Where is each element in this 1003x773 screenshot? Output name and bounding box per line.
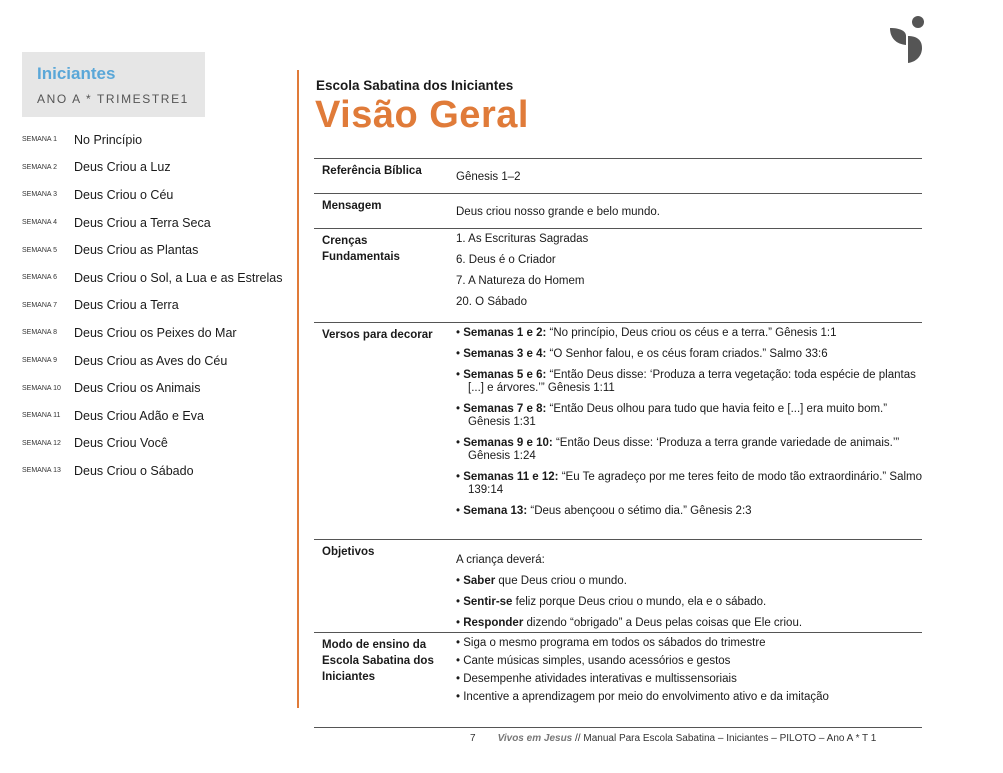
week-title: Deus Criou Você — [74, 436, 168, 451]
table-row — [314, 539, 922, 632]
verse-weeks: Semanas 9 e 10: — [463, 437, 553, 449]
week-title: Deus Criou o Céu — [74, 187, 174, 202]
verse-text: “O Senhor falou, e os céus foram criados.” Salmo 33:6 — [546, 348, 828, 360]
week-title: Deus Criou Adão e Eva — [74, 408, 204, 423]
week-title: Deus Criou a Luz — [74, 160, 171, 175]
row-value: Gênesis 1–2 — [456, 171, 521, 183]
mode-item: • Incentive a aprendizagem por meio do envolvimento ativo e da imitação — [456, 691, 829, 703]
row-label: Mensagem — [322, 200, 382, 212]
objective-verb: Sentir-se — [463, 596, 513, 608]
belief-item: 20. O Sábado — [456, 296, 527, 308]
week-number: SEMANA 8 — [22, 329, 58, 337]
week-item — [22, 457, 292, 485]
week-number: SEMANA 10 — [22, 384, 61, 392]
row-value: Deus criou nosso grande e belo mundo. — [456, 206, 660, 218]
table-row — [314, 632, 922, 727]
column-divider — [297, 70, 299, 708]
leaf-person-logo-icon — [888, 14, 926, 66]
verse-item: • Semanas 9 e 10: “Então Deus disse: ‘Produza a terra grande variedade de animais.’” Gênesis 1:24 — [456, 437, 900, 462]
objective-verb: Saber — [463, 575, 496, 587]
sidebar-header — [22, 52, 205, 117]
week-item — [22, 430, 292, 458]
verse-weeks: Semanas 7 e 8: — [463, 403, 547, 415]
week-number: SEMANA 4 — [22, 219, 58, 227]
week-title: Deus Criou a Terra — [74, 298, 179, 313]
belief-item: 7. A Natureza do Homem — [456, 275, 585, 287]
table-row — [314, 193, 922, 228]
table-row — [314, 228, 922, 322]
verse-text: “Eu Te agradeço por me teres feito de modo tão extraordinário.” Salmo 139:14 — [468, 471, 923, 496]
verse-item: • Semanas 7 e 8: “Então Deus olhou para tudo que havia feito e [...] era muito bom.” Gênesis 1:31 — [456, 403, 888, 428]
table-row — [314, 322, 922, 539]
week-item — [22, 319, 292, 347]
week-title: Deus Criou o Sábado — [74, 463, 194, 478]
page-title: Visão Geral — [315, 94, 529, 136]
week-title: Deus Criou o Sol, a Lua e as Estrelas — [74, 270, 283, 285]
week-title: Deus Criou as Plantas — [74, 243, 199, 258]
row-label: Objetivos — [322, 546, 375, 558]
belief-item: 1. As Escrituras Sagradas — [456, 233, 589, 245]
week-item — [22, 347, 292, 375]
verse-item: • Semanas 1 e 2: “No princípio, Deus criou os céus e a terra.” Gênesis 1:1 — [456, 327, 837, 339]
book-title: Vivos em Jesus — [497, 733, 573, 744]
belief-item: 6. Deus é o Criador — [456, 254, 556, 266]
footer-text: // Manual Para Escola Sabatina – Iniciantes – PILOTO – Ano A * T 1 — [572, 733, 877, 744]
objective-verb: Responder — [463, 617, 524, 629]
mode-text: Cante músicas simples, usando acessórios e gestos — [463, 655, 731, 667]
table-bottom-rule — [314, 727, 922, 728]
table-row — [314, 158, 922, 193]
objective-item: • Responder dizendo “obrigado” a Deus pelas coisas que Ele criou. — [456, 617, 803, 629]
sidebar-subtitle: ANO A * TRIMESTRE1 — [37, 92, 189, 106]
week-title: Deus Criou os Animais — [74, 381, 201, 396]
week-number: SEMANA 6 — [22, 274, 58, 282]
verse-item: • Semanas 3 e 4: “O Senhor falou, e os céus foram criados.” Salmo 33:6 — [456, 348, 828, 360]
week-number: SEMANA 1 — [22, 136, 58, 144]
objectives-intro: A criança deverá: — [456, 554, 545, 566]
week-item — [22, 402, 292, 430]
page-number: 7 — [470, 733, 476, 744]
row-label: Referência Bíblica — [322, 165, 422, 177]
week-item — [22, 264, 292, 292]
section-subtitle: Escola Sabatina dos Iniciantes — [316, 78, 514, 93]
row-label: Crenças Fundamentais — [322, 235, 400, 263]
mode-text: Incentive a aprendizagem por meio do envolvimento ativo e da imitação — [463, 691, 829, 703]
verse-item: • Semanas 11 e 12: “Eu Te agradeço por me teres feito de modo tão extraordinário.” Salmo 139:14 — [456, 471, 923, 496]
verse-text: “Deus abençoou o sétimo dia.” Gênesis 2:3 — [527, 505, 752, 517]
week-number: SEMANA 11 — [22, 412, 61, 420]
verse-weeks: Semanas 3 e 4: — [463, 348, 547, 360]
objectives-list — [448, 540, 922, 632]
verse-text: “Então Deus olhou para tudo que havia feito e [...] era muito bom.” Gênesis 1:31 — [468, 403, 888, 428]
objective-item: • Sentir-se feliz porque Deus criou o mundo, ela e o sábado. — [456, 596, 767, 608]
week-item — [22, 181, 292, 209]
overview-table — [314, 158, 922, 727]
week-list — [22, 126, 292, 485]
verse-text: “No princípio, Deus criou os céus e a terra.” Gênesis 1:1 — [546, 327, 837, 339]
mode-item: • Siga o mesmo programa em todos os sábados do trimestre — [456, 637, 766, 649]
week-number: SEMANA 2 — [22, 163, 58, 171]
week-item — [22, 154, 292, 182]
mode-text: Desempenhe atividades interativas e multissensoriais — [463, 673, 737, 685]
beliefs-list — [448, 229, 922, 322]
week-item — [22, 236, 292, 264]
week-title: Deus Criou as Aves do Céu — [74, 353, 228, 368]
verses-list — [448, 323, 922, 539]
verse-weeks: Semana 13: — [463, 505, 528, 517]
week-item — [22, 292, 292, 320]
week-number: SEMANA 5 — [22, 246, 58, 254]
mode-text: Siga o mesmo programa em todos os sábados do trimestre — [463, 637, 766, 649]
verse-item: • Semana 13: “Deus abençoou o sétimo dia.” Gênesis 2:3 — [456, 505, 752, 517]
verse-weeks: Semanas 11 e 12: — [463, 471, 559, 483]
row-label: Versos para decorar — [322, 329, 433, 341]
teaching-mode-list — [448, 633, 922, 727]
week-title: Deus Criou os Peixes do Mar — [74, 325, 237, 340]
verse-text: “Então Deus disse: ‘Produza a terra vegetação: toda espécie de plantas [...] e árvores.’” Gênesis 1:11 — [468, 369, 916, 394]
week-number: SEMANA 13 — [22, 467, 61, 475]
mode-item: • Cante músicas simples, usando acessórios e gestos — [456, 655, 731, 667]
verse-weeks: Semanas 5 e 6: — [463, 369, 547, 381]
week-item — [22, 209, 292, 237]
week-item — [22, 374, 292, 402]
sidebar-title: Iniciantes — [37, 64, 116, 83]
week-title: Deus Criou a Terra Seca — [74, 215, 211, 230]
verse-item: • Semanas 5 e 6: “Então Deus disse: ‘Produza a terra vegetação: toda espécie de plantas [...] e árvores.’” Gênesis 1:11 — [456, 369, 916, 394]
page-footer — [470, 733, 876, 744]
objective-text: que Deus criou o mundo. — [495, 575, 627, 587]
week-item — [22, 126, 292, 154]
objective-text: dizendo “obrigado” a Deus pelas coisas que Ele criou. — [523, 617, 803, 629]
week-title: No Princípio — [74, 132, 143, 147]
week-number: SEMANA 3 — [22, 191, 58, 199]
row-label: Modo de ensino da Escola Sabatina dos Iniciantes — [322, 639, 434, 683]
verse-text: “Então Deus disse: ‘Produza a terra grande variedade de animais.’” Gênesis 1:24 — [468, 437, 900, 462]
week-number: SEMANA 9 — [22, 357, 58, 365]
objective-text: feliz porque Deus criou o mundo, ela e o sábado. — [512, 596, 767, 608]
week-number: SEMANA 7 — [22, 301, 58, 309]
verse-weeks: Semanas 1 e 2: — [463, 327, 547, 339]
mode-item: • Desempenhe atividades interativas e multissensoriais — [456, 673, 737, 685]
week-number: SEMANA 12 — [22, 439, 61, 447]
objective-item: • Saber que Deus criou o mundo. — [456, 575, 627, 587]
